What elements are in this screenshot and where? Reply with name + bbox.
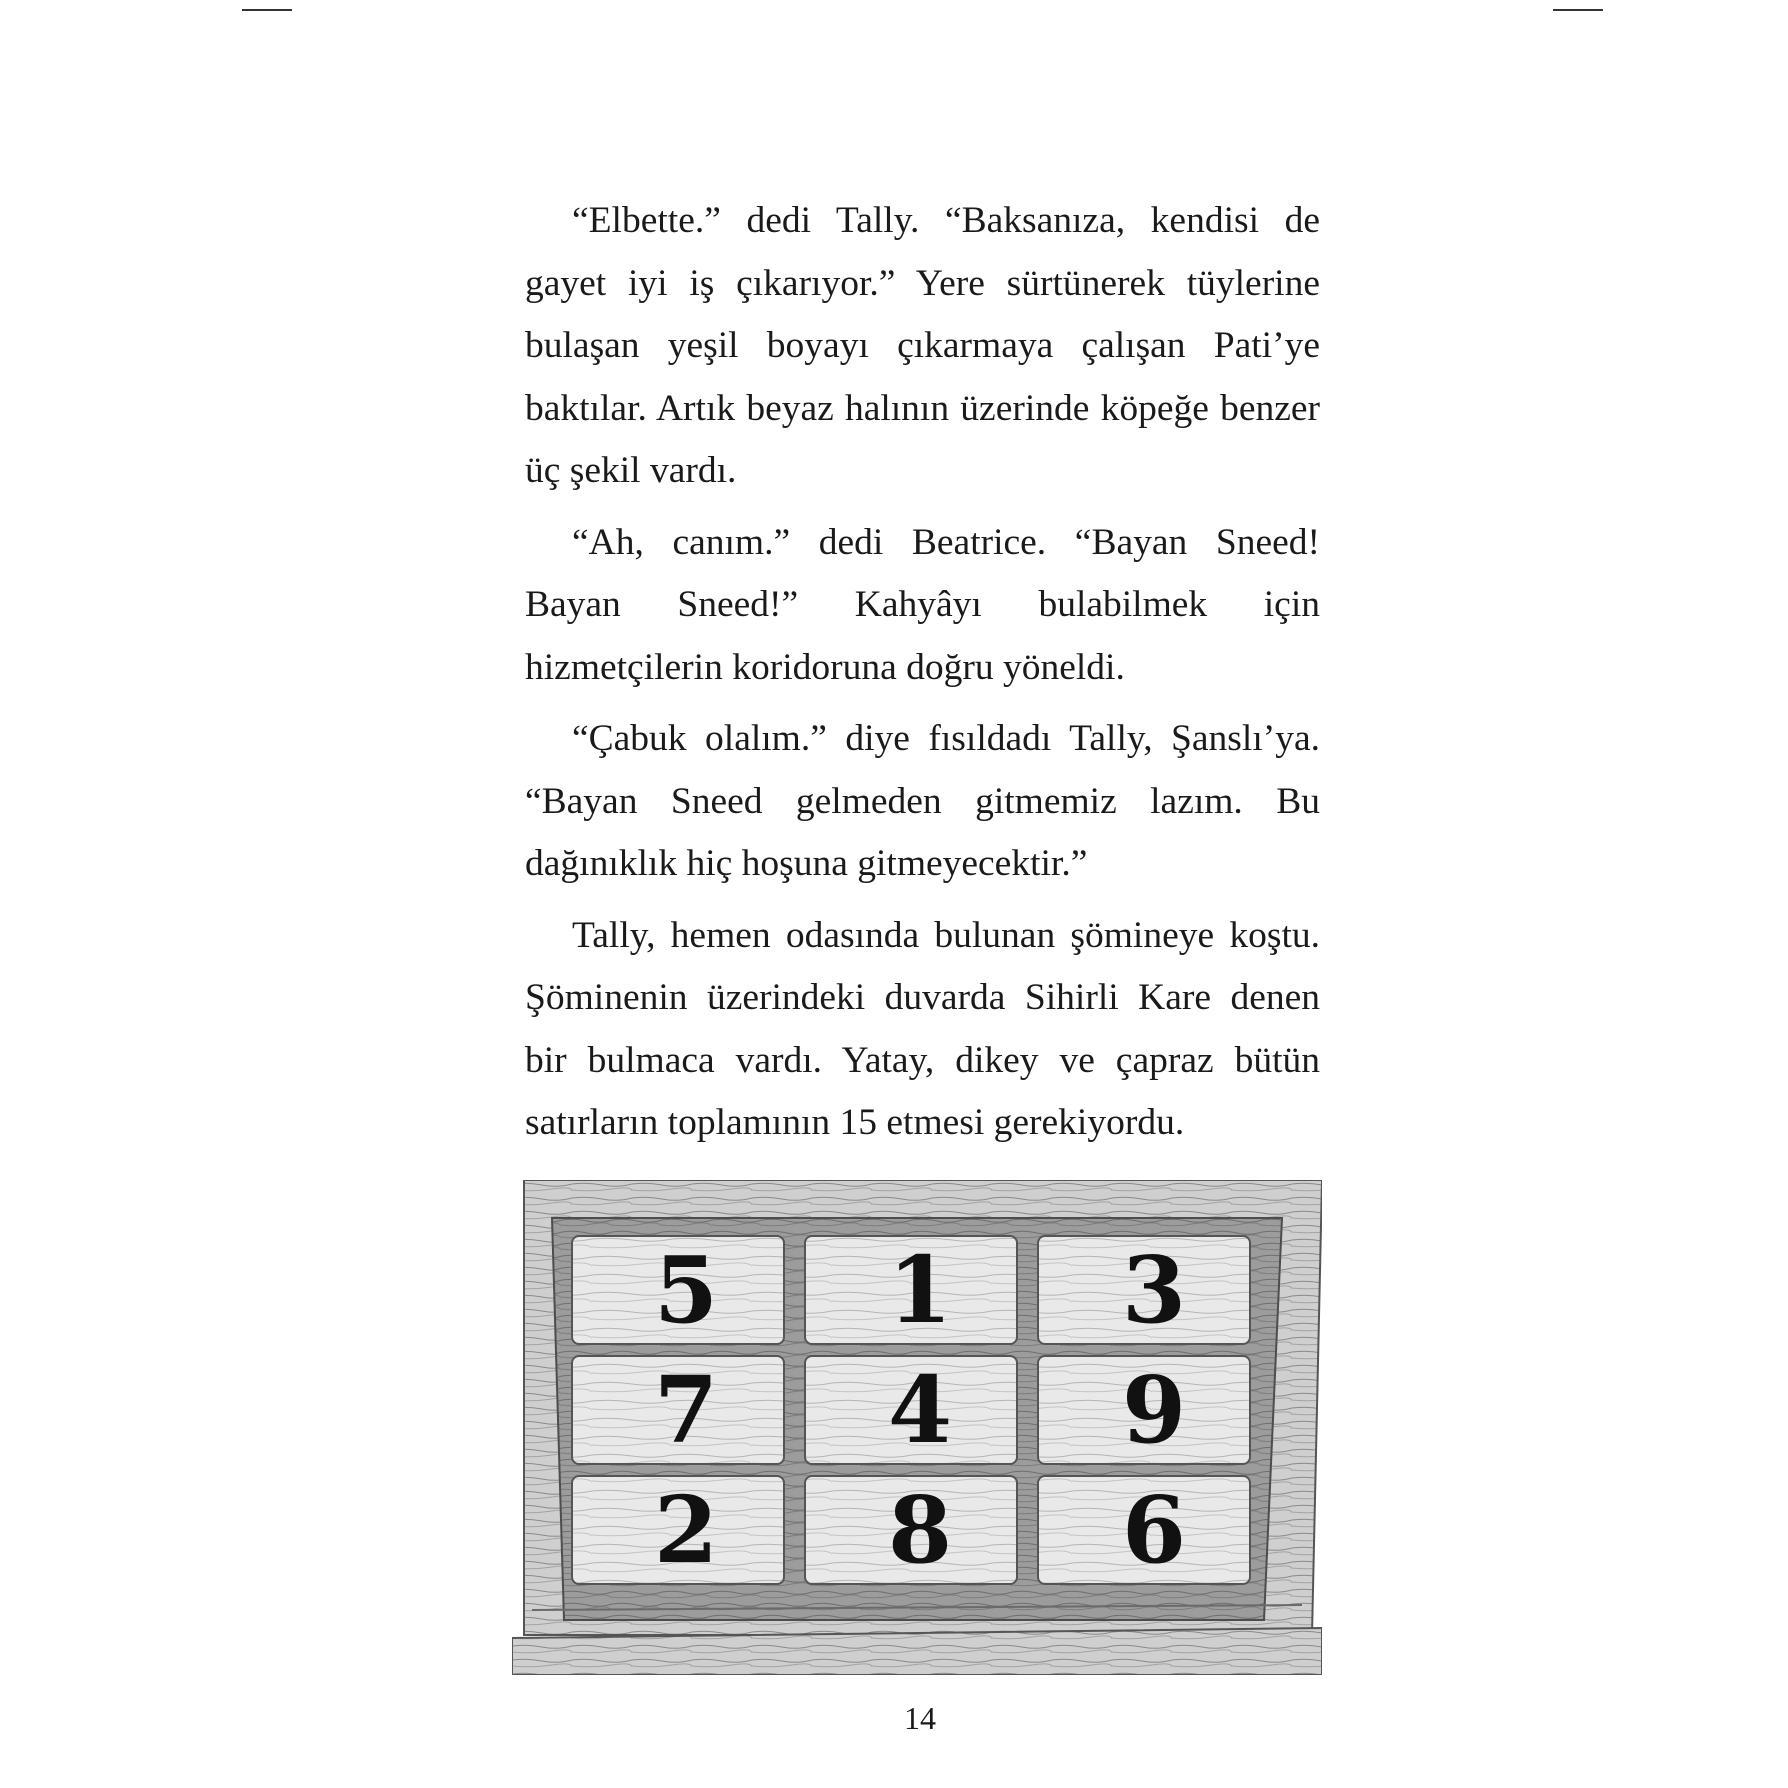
cell-8: 8 — [887, 1476, 953, 1584]
cell-5: 4 — [887, 1356, 953, 1464]
page-number: 14 — [904, 1700, 936, 1736]
wooden-frame-drawing — [512, 1180, 1322, 1675]
paragraph-3: “Çabuk olalım.” diye fısıldadı Tally, Şanslı’ya. “Bayan Sneed gelmeden gitmemiz lazım. Bu dağınıklık hiç hoşuna gitmeyecektir.” — [525, 718, 1320, 884]
cell-9: 6 — [1121, 1476, 1187, 1584]
crop-mark-right — [1553, 9, 1603, 11]
paragraph-1: “Elbette.” dedi Tally. “Baksanıza, kendisi de gayet iyi iş çıkarıyor.” Yere sürtünerek tüylerine bulaşan yeşil boyayı çıkarmaya çalışan Pati’ye baktılar. Artık beyaz halının üzerinde köpeğe benzer üç şekil vardı. — [525, 200, 1320, 491]
cell-2: 1 — [887, 1236, 953, 1344]
cell-4: 7 — [653, 1356, 719, 1464]
cell-3: 3 — [1121, 1236, 1187, 1344]
cell-1: 5 — [653, 1236, 719, 1344]
paragraph-2: “Ah, canım.” dedi Beatrice. “Bayan Sneed! Bayan Sneed!” Kahyâyı bulabilmek için hizmetçilerin koridoruna doğru yöneldi. — [525, 521, 1320, 688]
paragraph-4: Tally, hemen odasında bulunan şömineye koştu. Şöminenin üzerindeki duvarda Sihirli Kare denen bir bulmaca vardı. Yatay, dikey ve çapraz bütün satırların toplamının 15 etmesi gerekiyordu. — [525, 914, 1320, 1143]
magic-square-illustration — [512, 1180, 1322, 1675]
cell-6: 9 — [1121, 1356, 1187, 1464]
cell-7: 2 — [653, 1476, 719, 1584]
crop-mark-left — [242, 9, 292, 11]
body-text — [525, 190, 1320, 1235]
